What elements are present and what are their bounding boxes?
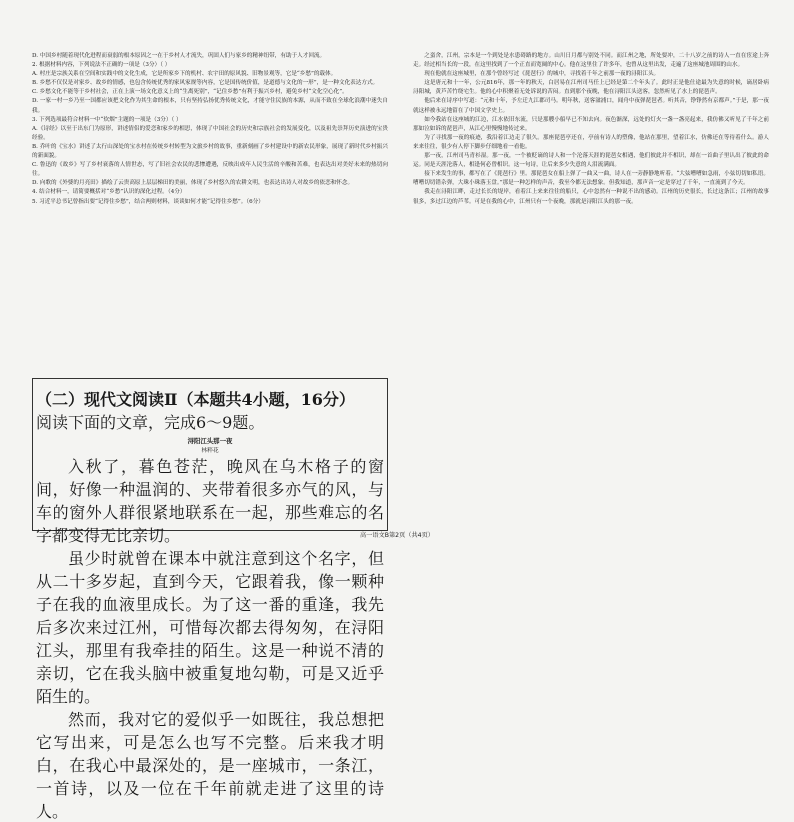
- option-a-q3: A.《诗经》以至于出东门为原形，讲述情侣的爱恋和家乡的相思，体现了中国社会的历史和宗族社会的发展变化，以及祖先崇拜历史演进的宝贵经验。: [32, 125, 388, 141]
- article-paragraph: 然而，我对它的爱似乎一如既往，我总想把它写出来，可是怎么也写不完整。后来我才明白，在我心中最深处的，是一座城市，一条江，一首诗，以及一位在千年前就走进了这里的诗人。: [36, 710, 384, 821]
- article-paragraph: 这是唐元和十一年，公元816年，那一年的秋天，白居易在江州司马任上已经是第二个年头了。此时正是他仕途最为失意的时候，谪居卧病浔阳城，黄芦苦竹绕宅生。他的心中积聚着无处诉说的苦闷。直到那个夜晚，他在浔阳江头送客，忽然听见了水上的琵琶声。: [413, 80, 769, 96]
- article-paragraph: 如今我站在这座城的江边，江水依旧东流，只是那艘小船早已不知去向。夜色渐深，远处的灯火一盏一盏亮起来，我仿佛又听见了千年之前那如泣如诉的琵琶声，从江心里慢慢地传过来。: [413, 116, 769, 132]
- question-2: 2. 根据材料内容，下列说法不正确的一项是（3分）（ ）: [32, 62, 171, 69]
- article-paragraph: 现在他就在这座城里，在那个曾经写过《琵琶行》的城中，寻找着千年之前那一夜的浔阳江头。: [424, 71, 660, 78]
- question-3: 3. 下列选项最符合材料一中“炊烟”主题的一项是（3分）（ ）: [32, 116, 182, 123]
- article-paragraph: 虽少时就曾在课本中就注意到这个名字，但从二十多岁起，直到今天，它跟着我，像一颗种子在我的血液里成长。为了这一番的重逢，我先后多次来过江州，可惜每次都去得匆匆，在浔阳江头，那里有我牵挂的陌生。这是一种说不清的亲切，它在我头脑中被重复地勾勒，可是又近乎陌生的。: [36, 549, 384, 706]
- reading-instruction: 阅读下面的文章，完成6～9题。: [36, 413, 265, 432]
- left-column: [32, 52, 388, 207]
- reading-passage-box: [32, 378, 388, 821]
- article-paragraph: 他后来在诗序中写道：“元和十年，予左迁九江郡司马。明年秋，送客湓浦口，闻舟中夜弹琵琶者。听其音，铮铮然有京都声。”于是，那一夜就这样被永远地留在了中国文学史上。: [413, 98, 769, 114]
- right-column: [413, 52, 769, 532]
- option-d-q1: D. 中国乡村随着现代化进程而衰弱的根本原因之一在于乡村人才流失，巩固人们与家乡的精神纽带，有助于人才回流。: [32, 53, 326, 59]
- option-b-q3: B. 乔叶的《宝水》讲述了太行山深处的宝水村在传统乡村转型为文旅乡村的故事，重新刻画了乡村建设中的新农民形象，展现了新时代乡村振兴的新面貌。: [32, 143, 388, 160]
- option-c-q2: C. 乡愁文化不能等于乡村社会，正在上演一场文化意义上的“生离死别”，“记住乡愁”有利于振兴乡村，避免乡村“文化空心化”。: [32, 89, 348, 96]
- article-paragraph: 入秋了，暮色苍茫，晚风在乌木格子的窗间，好像一种温润的、夹带着很多亦气的风，与车的窗外人群很紧地联系在一起，那些难忘的名字都变得无比亲切。: [36, 457, 384, 545]
- question-4: 4. 结合材料一，请简要概括对“乡愁”认识的深化过程。（4分）: [32, 189, 186, 196]
- section-heading: （二）现代文阅读Ⅱ（本题共4小题，16分）: [36, 390, 355, 409]
- option-d-q3: D. 向歌的《外婆的月亮田》描绘了云贵高原上层层梯田的美丽，体现了乡村悠久的农耕文明，也表达出诗人对故乡的依恋和怀念。: [32, 180, 354, 187]
- article-paragraph: 我走在浔阳江畔，走过长长的堤岸，看着江上来来往往的船只，心中忽然有一种说不出的感动。江州的历史很长，长过这条江；江州的故事很多，多过江边的芦苇。可是在我的心中，江州只有一个夜晚，那就是浔阳江头的那一夜。: [413, 189, 769, 205]
- option-c-q3: C. 鲁迅的《故乡》写了乡村衰落的人情世态，写了旧社会农民的悲惨遭遇，反映出成年人民生活的辛酸和苦难，也表达出对美好未来的热切向往。: [32, 162, 388, 178]
- option-a-q2: A. 村庄是宗族关系在空间和实践中的文化生成，它是所家乡下的机村、农宇田的原风貌、旧物景观等，它是“乡愁”的载体。: [32, 71, 337, 78]
- article-paragraph: 接下来发生的事，都写在了《琵琶行》里。那琵琶女在船上弹了一曲又一曲，诗人在一旁静静地听着。“大弦嘈嘈如急雨，小弦切切如私语。嘈嘈切切错杂弹，大珠小珠落玉盘。”那是一种怎样的声音，我至今都无法想象。但我知道，那声音一定是穿过了千年，一直流到了今天。: [413, 171, 769, 187]
- option-b-q2: B. 乡愁不仅仅是对家乡、故乡的情感，也包含传统优秀的家风家规等内容，它是国传统价值，是道德与文化的一形”，是一种文化表达方式。: [32, 80, 379, 87]
- article-paragraph: 为了寻找那一夜的痕迹，我沿着江边走了很久。那座琵琶亭还在，亭前有诗人的塑像，他站在那里，望着江水，仿佛还在等待着什么。游人来来往往，很少有人停下脚步仔细地看一看他。: [413, 134, 769, 150]
- article-paragraph: 那一夜，江州司马青衫湿。那一夜，一个被贬谪的诗人和一个沦落天涯的琵琶女相遇，他们彼此并不相识，却在一首曲子里认出了彼此的命运。同是天涯沦落人，相逢何必曾相识。这一句诗，让后来多少失意的人泪流满面。: [413, 153, 769, 169]
- page-footer: 高一语文B第2页（共4页）: [360, 532, 434, 539]
- article-author: 林粹花: [201, 448, 219, 454]
- article-title: 浔阳江头那一夜: [187, 437, 233, 445]
- question-5: 5. 习近平总书记曾指出要“记得住乡愁”，结合两则材料，谈谈如何才能“记得住乡愁”。（6分）: [32, 198, 264, 205]
- article-paragraph: 之蛮舍，江州，宗本是一个到处是水患碍路的地方。山川日月都与别处不同。而江州之地，所处要冲，二十八岁之前的诗人一直在宦途上奔走。经过相当长的一段，在这里找到了一个正直而宽阔的中心。他在这里住了许多年，也曾从这里出发，走遍了这座城池周围的山水。: [413, 53, 769, 69]
- option-d-q2: D. 一家一村一乡乃至一国都应该把文化作为其生命的根本，只有坚持弘扬优秀传统文化，才能守住民族的本源，从而不致在全球化浪潮中迷失自我。: [32, 98, 388, 114]
